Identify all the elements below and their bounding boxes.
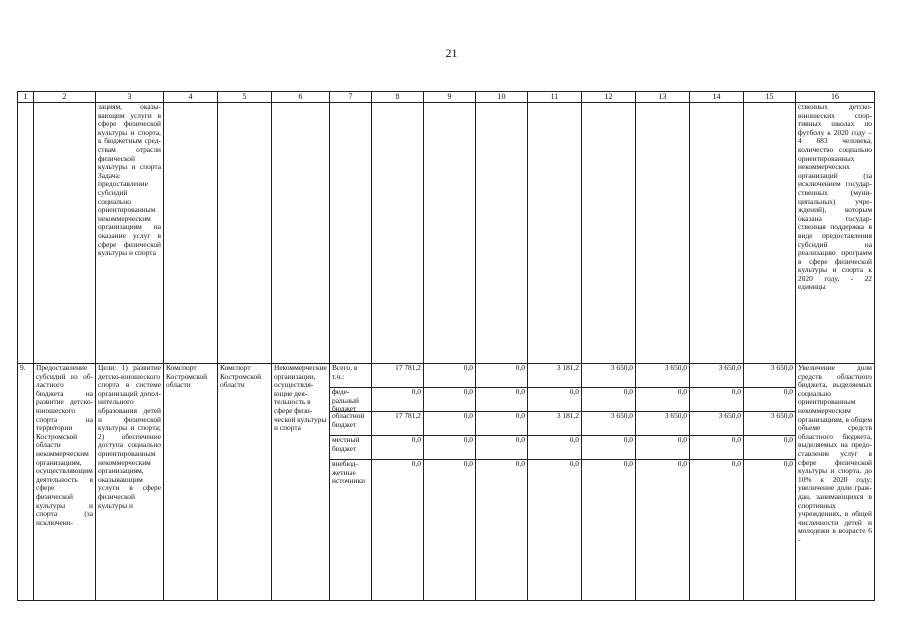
measure-cell: Предоставление субсидий из областного бюджета на развитие детско-юношеского спорта на территории Костромской области некоммерческим организациям, осуществляющим деятельность в сфере физической культуры и спорта (за исключени- <box>34 364 96 601</box>
page-number: 21 <box>445 46 458 60</box>
source-regional: областной бюджет <box>330 412 371 436</box>
goals-cell: Цели: 1) развитие детско-юношеского спорта в системе организаций дополнительного образования детей и физической культуры и спорта; 2) обеспечение доступа социально ориентированным некоммерческим организациям, оказывающим услуги в сфере физической культуры и <box>96 364 164 601</box>
value-cell: 0,0 0,0 0,0 0,0 0,0 <box>424 364 476 601</box>
col-header: 13 <box>636 92 690 103</box>
header-row <box>18 92 875 103</box>
indicators-cell: ственных детско-юношеских спортивных школах по футболу к 2020 году – 4 683 человека, количество социально ориентированных некоммерческих организаций (за исключением государственных (муниципальных) учреждений), которым оказана государственная поддержка в виде предоставления субсидий на реализацию программ в сфере физической культуры и спорта к 2020 году, - 22 единицы <box>796 103 875 364</box>
executor-cell: Комспорт Костромской области <box>164 364 218 601</box>
col-header: 15 <box>744 92 796 103</box>
col-header: 11 <box>528 92 582 103</box>
value-cell: 0,0 0,0 0,0 0,0 0,0 <box>476 364 528 601</box>
col-header: 3 <box>96 92 164 103</box>
col-header: 9 <box>424 92 476 103</box>
col-header: 6 <box>272 92 330 103</box>
value-cell: 3 181,2 0,0 3 181,2 0,0 0,0 <box>528 364 582 601</box>
col-header: 1 <box>18 92 34 103</box>
col-header: 14 <box>690 92 744 103</box>
value-cell: 3 650,0 0,0 3 650,0 0,0 0,0 <box>690 364 744 601</box>
program-table <box>17 91 875 601</box>
value-cell: 3 650,0 0,0 3 650,0 0,0 0,0 <box>744 364 796 601</box>
col-header: 16 <box>796 92 875 103</box>
recipients-cell: Некоммерческие организации, осуществляющие деятельность в сфере физической культуры и спорта <box>272 364 330 601</box>
value-cell: 3 650,0 0,0 3 650,0 0,0 0,0 <box>636 364 690 601</box>
sources-cell <box>330 364 372 601</box>
value-cell: 17 781,2 0,0 17 781,2 0,0 0,0 <box>372 364 424 601</box>
row-number: 9. <box>18 364 34 601</box>
col-header: 8 <box>372 92 424 103</box>
value-cell: 3 650,0 0,0 3 650,0 0,0 0,0 <box>582 364 636 601</box>
source-federal: федеральный бюджет <box>330 388 371 412</box>
indicators-cell: Увеличение доли средств областного бюджета, выделяемых социально ориентированным некоммерческим организациям, в общем объеме средств областного бюджета, выделяемых на предоставление услуг в сфере физической культуры и спорта, до 10% к 2020 году; увеличение доли граждан, занимающихся в спортивных учреждениях, в общей численности детей и молодежи в возрасте 6 - <box>796 364 875 601</box>
col-header: 12 <box>582 92 636 103</box>
col-header: 10 <box>476 92 528 103</box>
source-local: местный бюджет <box>330 436 371 460</box>
col-header: 7 <box>330 92 372 103</box>
table-row-9 <box>18 364 875 601</box>
table-row-continued <box>18 103 875 364</box>
goals-cell: зациям, оказывающим услуги в сфере физической культуры и спорта, к бюджетным средствам отрасли физической культуры и спорта Задача: предоставление субсидий социально ориентированным некоммерческим организациям на оказание услуг в сфере физической культуры и спорта <box>96 103 164 364</box>
col-header: 2 <box>34 92 96 103</box>
source-offbudget: внебюджетные источники <box>332 459 366 486</box>
col-header: 4 <box>164 92 218 103</box>
source-total: Всего, в т.ч.: <box>330 364 371 388</box>
col-header: 5 <box>218 92 272 103</box>
responsible-cell: Комспорт Костромской области <box>218 364 272 601</box>
